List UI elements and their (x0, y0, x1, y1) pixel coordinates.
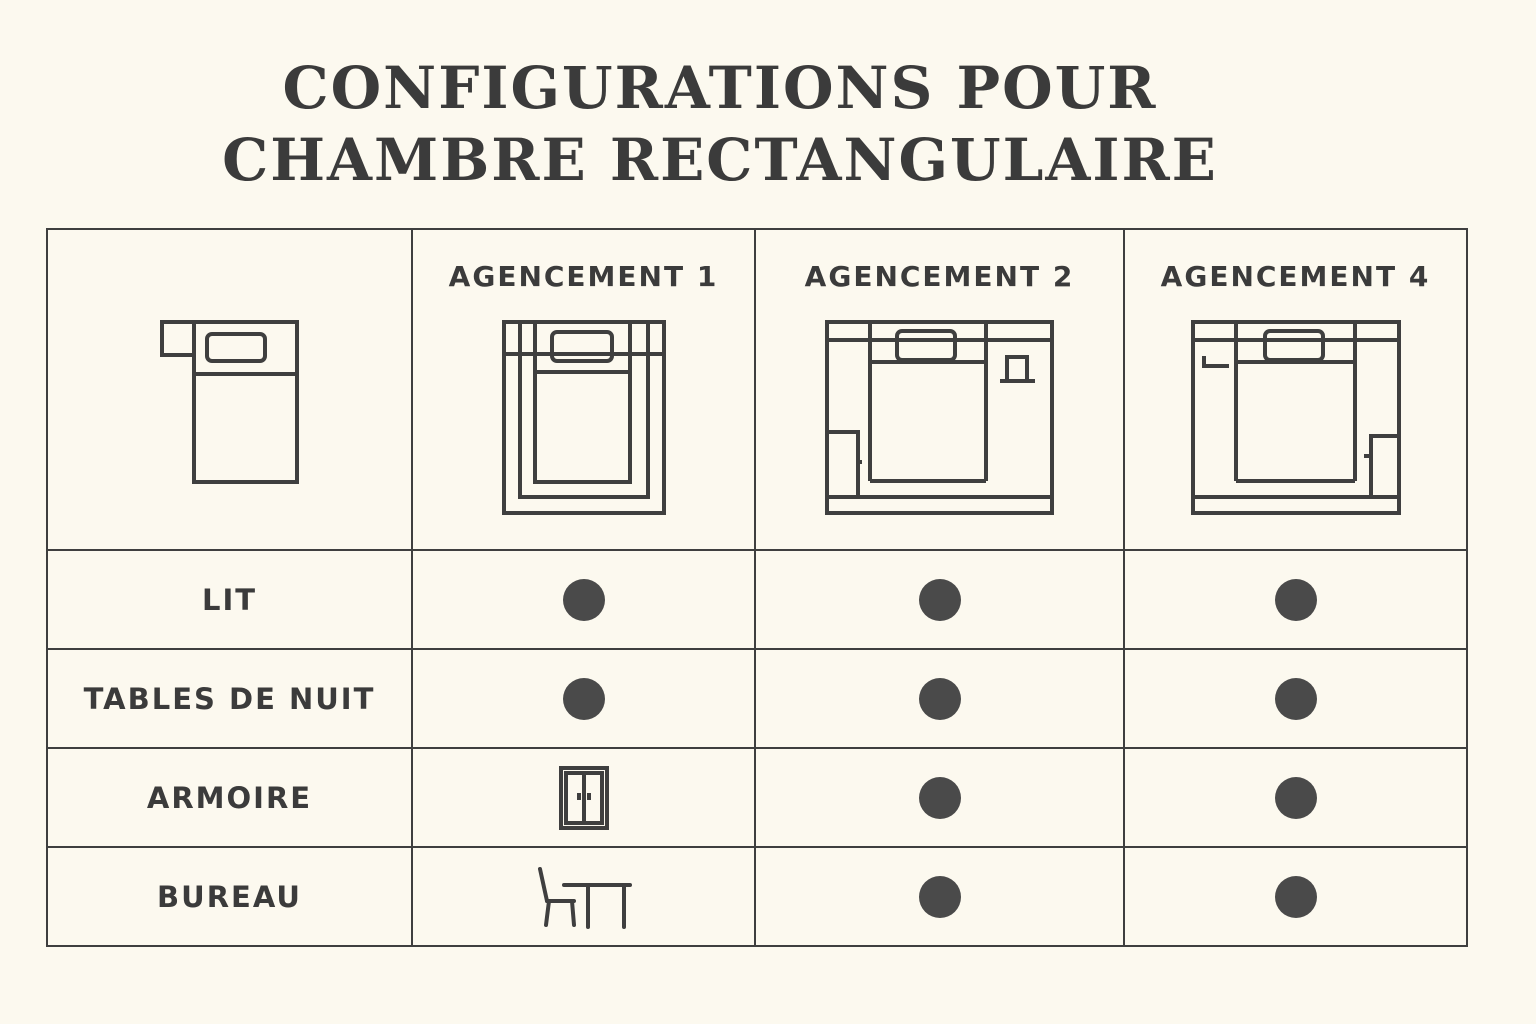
table-cell (755, 847, 1124, 946)
row-label-cell (47, 550, 412, 649)
table-row (47, 550, 1467, 649)
header-row (47, 229, 1467, 550)
table-cell (1124, 847, 1467, 946)
row-label-cell (47, 649, 412, 748)
table-cell (1124, 748, 1467, 847)
table-cell (412, 847, 755, 946)
filled-dot-icon (1275, 678, 1317, 720)
row-label-nightstands: TABLES DE NUIT (83, 681, 376, 716)
filled-dot-icon (563, 579, 605, 621)
filled-dot-icon (1275, 876, 1317, 918)
filled-dot-icon (1275, 777, 1317, 819)
column-header-layout-4: AGENCEMENT 4 (1160, 260, 1431, 293)
table-cell (1124, 550, 1467, 649)
filled-dot-icon (1275, 579, 1317, 621)
table-cell (412, 748, 755, 847)
filled-dot-icon (919, 777, 961, 819)
row-label-wardrobe: ARMOIRE (146, 780, 313, 815)
header-corner-cell (47, 229, 412, 550)
single-bed-icon (160, 320, 300, 485)
floor-plan-layout-4-icon (1191, 320, 1401, 515)
row-label-cell (47, 847, 412, 946)
wardrobe-icon (559, 766, 609, 830)
filled-dot-icon (919, 579, 961, 621)
table-cell (1124, 649, 1467, 748)
row-label-bed: LIT (201, 582, 258, 617)
table-row (47, 847, 1467, 946)
filled-dot-icon (919, 678, 961, 720)
row-label-cell (47, 748, 412, 847)
table-row (47, 649, 1467, 748)
page-title (0, 52, 1440, 196)
header-cell-layout-2 (755, 229, 1124, 550)
title-line-2: CHAMBRE RECTANGULAIRE (222, 126, 1218, 194)
floor-plan-layout-1-icon (502, 320, 666, 515)
title-line-1: CONFIGURATIONS POUR (282, 54, 1158, 122)
table-cell (412, 649, 755, 748)
column-header-layout-1: AGENCEMENT 1 (448, 260, 719, 293)
floor-plan-layout-2-icon (825, 320, 1054, 515)
table-row (47, 748, 1467, 847)
table-cell (755, 748, 1124, 847)
table-cell (412, 550, 755, 649)
header-cell-layout-4 (1124, 229, 1467, 550)
row-label-desk: BUREAU (157, 879, 302, 914)
desk-chair-icon (536, 865, 632, 929)
comparison-table (46, 228, 1468, 947)
header-cell-layout-1 (412, 229, 755, 550)
table-cell (755, 550, 1124, 649)
filled-dot-icon (563, 678, 605, 720)
filled-dot-icon (919, 876, 961, 918)
column-header-layout-2: AGENCEMENT 2 (804, 260, 1075, 293)
table-cell (755, 649, 1124, 748)
